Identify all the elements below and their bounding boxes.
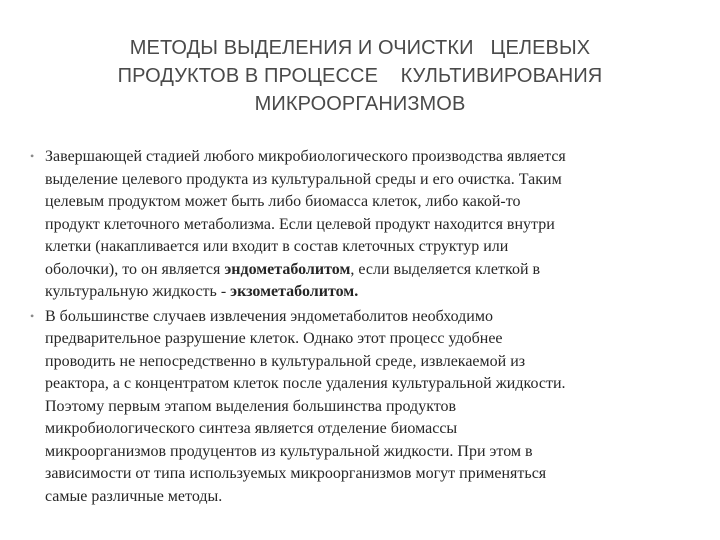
text-line: предварительное разрушение клеток. Однако этот процесс удобнее — [45, 330, 503, 347]
bullet-marker: • — [30, 308, 35, 323]
text-line: микробиологического синтеза является отделение биомассы — [45, 420, 458, 437]
bullet-item — [30, 306, 702, 509]
title-line-1: МЕТОДЫ ВЫДЕЛЕНИЯ И ОЧИСТКИ ЦЕЛЕВЫХ — [129, 37, 591, 59]
text-run: оболочки), то он является — [45, 260, 225, 278]
text-line: клетки (накапливается или входит в состав клеточных структур или — [45, 238, 509, 255]
bullet-marker: • — [30, 149, 35, 163]
text-run: , если выделяется клеткой в — [350, 260, 541, 278]
text-line: проводить не непосредственно в культуральной среде, извлекаемой из — [45, 352, 526, 370]
term-exometabolite: экзометаболитом. — [230, 283, 359, 300]
title-line-2: ПРОДУКТОВ В ПРОЦЕССЕ КУЛЬТИВИРОВАНИЯ — [117, 65, 603, 87]
text-line: зависимости от типа используемых микроорганизмов могут применяться — [45, 465, 547, 482]
term-endometabolite: эндометаболитом — [224, 260, 351, 278]
text-line: Завершающей стадией любого микробиологического производства является — [45, 148, 566, 165]
text-line: В большинстве случаев извлечения эндометаболитов необходимо — [45, 307, 493, 325]
text-line: выделение целевого продукта из культуральной среды и его очистка. Таким — [45, 170, 562, 188]
slide-title — [40, 34, 680, 118]
bullet-text — [45, 146, 702, 304]
text-run: культуральную жидкость - — [45, 283, 231, 300]
text-line: Поэтому первым этапом выделения большинства продуктов — [45, 397, 457, 415]
slide-body — [30, 146, 702, 508]
text-line: самые различные методы. — [45, 487, 223, 505]
text-line: реактора, а с концентратом клеток после удаления культуральной жидкости. — [45, 375, 566, 392]
text-line: микроорганизмов продуцентов из культуральной жидкости. При этом в — [45, 442, 533, 460]
text-line: целевым продуктом может быть либо биомасса клеток, либо какой-то — [45, 193, 521, 210]
text-line — [45, 281, 702, 304]
title-line-3: МИКРООРГАНИЗМОВ — [254, 93, 466, 115]
text-line — [45, 259, 702, 282]
text-line: продукт клеточного метаболизма. Если целевой продукт находится внутри — [45, 215, 555, 233]
bullet-text — [45, 306, 702, 509]
bullet-item — [30, 146, 702, 304]
